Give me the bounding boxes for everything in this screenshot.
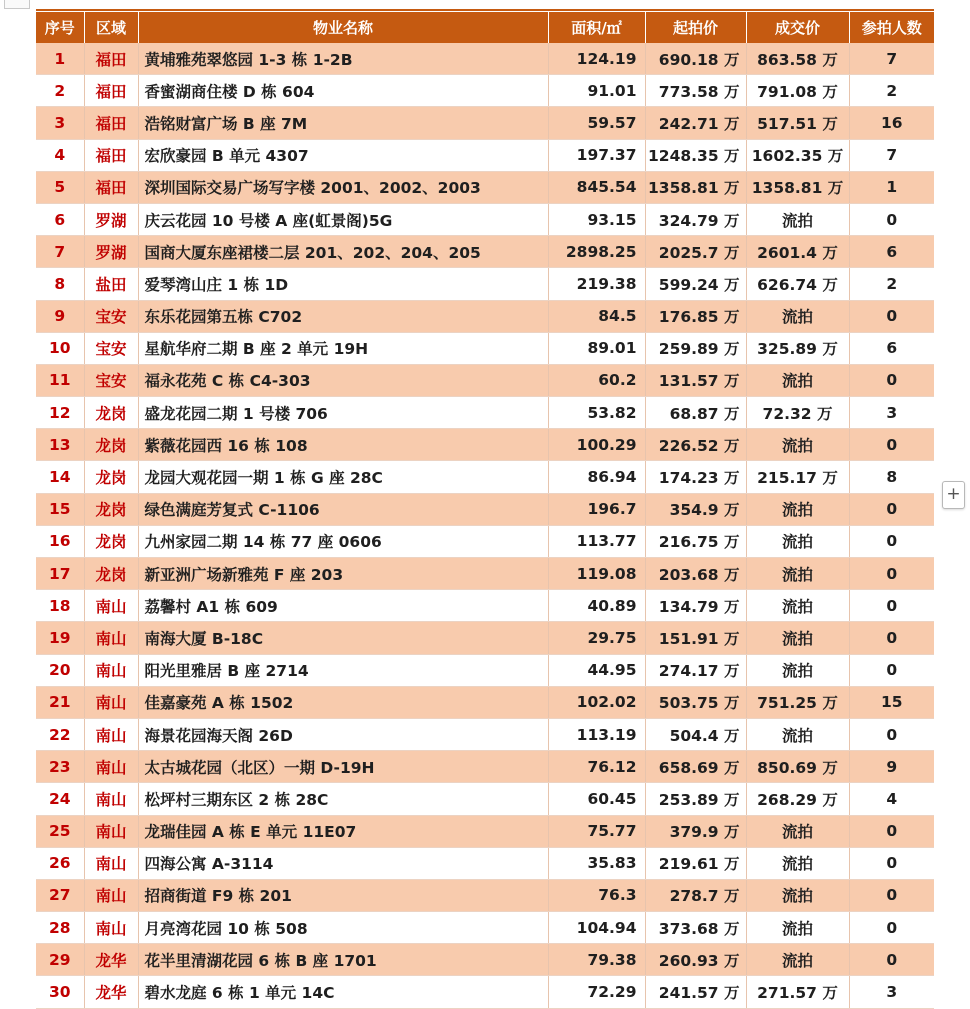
cell-property-name: 东乐花园第五栋 C702 <box>138 300 548 332</box>
cell-district: 宝安 <box>84 300 138 332</box>
cell-district: 南山 <box>84 815 138 847</box>
cell-property-name: 黄埔雅苑翠悠园 1-3 栋 1-2B <box>138 43 548 75</box>
cell-no: 17 <box>36 558 84 590</box>
cell-start-price: 599.24 万 <box>645 268 746 300</box>
cell-deal-price: 流拍 <box>746 622 849 654</box>
cell-district: 龙华 <box>84 976 138 1008</box>
cell-area: 84.5 <box>548 300 645 332</box>
cell-no: 19 <box>36 622 84 654</box>
cell-no: 24 <box>36 783 84 815</box>
cell-no: 20 <box>36 654 84 686</box>
cell-no: 3 <box>36 107 84 139</box>
table-row <box>36 654 934 686</box>
cell-deal-price: 流拍 <box>746 203 849 235</box>
header-district: 区域 <box>84 12 138 43</box>
cell-no: 26 <box>36 847 84 879</box>
cell-deal-price: 2601.4 万 <box>746 236 849 268</box>
cell-area: 60.2 <box>548 364 645 396</box>
table-row <box>36 300 934 332</box>
cell-property-name: 新亚洲广场新雅苑 F 座 203 <box>138 558 548 590</box>
auction-table <box>36 12 934 1009</box>
add-button[interactable]: + <box>942 481 965 509</box>
cell-deal-price: 751.25 万 <box>746 686 849 718</box>
cell-district: 福田 <box>84 171 138 203</box>
cell-area: 104.94 <box>548 912 645 944</box>
cell-property-name: 松坪村三期东区 2 栋 28C <box>138 783 548 815</box>
cell-no: 18 <box>36 590 84 622</box>
cell-district: 龙岗 <box>84 493 138 525</box>
cell-area: 86.94 <box>548 461 645 493</box>
cell-area: 845.54 <box>548 171 645 203</box>
cell-bidders: 0 <box>849 493 934 525</box>
cell-start-price: 174.23 万 <box>645 461 746 493</box>
cell-deal-price: 215.17 万 <box>746 461 849 493</box>
cell-start-price: 176.85 万 <box>645 300 746 332</box>
cell-start-price: 690.18 万 <box>645 43 746 75</box>
table-row <box>36 847 934 879</box>
cell-property-name: 月亮湾花园 10 栋 508 <box>138 912 548 944</box>
cell-deal-price: 流拍 <box>746 364 849 396</box>
cell-property-name: 碧水龙庭 6 栋 1 单元 14C <box>138 976 548 1008</box>
corner-box <box>4 0 30 9</box>
cell-start-price: 324.79 万 <box>645 203 746 235</box>
table-row <box>36 944 934 976</box>
cell-area: 60.45 <box>548 783 645 815</box>
top-rule <box>36 9 934 11</box>
cell-area: 75.77 <box>548 815 645 847</box>
cell-deal-price: 流拍 <box>746 944 849 976</box>
header-area: 面积/㎡ <box>548 12 645 43</box>
cell-bidders: 0 <box>849 815 934 847</box>
cell-property-name: 浩铭财富广场 B 座 7M <box>138 107 548 139</box>
cell-bidders: 0 <box>849 879 934 911</box>
cell-deal-price: 72.32 万 <box>746 397 849 429</box>
table-row <box>36 976 934 1008</box>
cell-deal-price: 325.89 万 <box>746 332 849 364</box>
cell-area: 35.83 <box>548 847 645 879</box>
cell-property-name: 花半里清湖花园 6 栋 B 座 1701 <box>138 944 548 976</box>
cell-start-price: 219.61 万 <box>645 847 746 879</box>
cell-no: 12 <box>36 397 84 429</box>
cell-district: 南山 <box>84 622 138 654</box>
table-row <box>36 590 934 622</box>
cell-no: 10 <box>36 332 84 364</box>
cell-no: 28 <box>36 912 84 944</box>
cell-no: 9 <box>36 300 84 332</box>
cell-property-name: 香蜜湖商住楼 D 栋 604 <box>138 75 548 107</box>
cell-start-price: 373.68 万 <box>645 912 746 944</box>
cell-no: 27 <box>36 879 84 911</box>
cell-deal-price: 流拍 <box>746 847 849 879</box>
cell-start-price: 134.79 万 <box>645 590 746 622</box>
cell-deal-price: 流拍 <box>746 590 849 622</box>
cell-start-price: 131.57 万 <box>645 364 746 396</box>
cell-bidders: 8 <box>849 461 934 493</box>
header-row <box>36 12 934 43</box>
cell-property-name: 四海公寓 A-3114 <box>138 847 548 879</box>
cell-property-name: 招商街道 F9 栋 201 <box>138 879 548 911</box>
cell-bidders: 2 <box>849 268 934 300</box>
cell-bidders: 15 <box>849 686 934 718</box>
cell-bidders: 0 <box>849 300 934 332</box>
table-row <box>36 364 934 396</box>
header-bidders: 参拍人数 <box>849 12 934 43</box>
cell-area: 40.89 <box>548 590 645 622</box>
cell-no: 1 <box>36 43 84 75</box>
cell-district: 福田 <box>84 43 138 75</box>
table-row <box>36 493 934 525</box>
table-row <box>36 203 934 235</box>
cell-bidders: 9 <box>849 751 934 783</box>
table-row <box>36 751 934 783</box>
cell-no: 5 <box>36 171 84 203</box>
cell-district: 南山 <box>84 718 138 750</box>
cell-bidders: 0 <box>849 429 934 461</box>
cell-bidders: 0 <box>849 654 934 686</box>
cell-deal-price: 流拍 <box>746 525 849 557</box>
cell-start-price: 503.75 万 <box>645 686 746 718</box>
table-row <box>36 686 934 718</box>
cell-property-name: 阳光里雅居 B 座 2714 <box>138 654 548 686</box>
cell-bidders: 0 <box>849 364 934 396</box>
header-name: 物业名称 <box>138 12 548 43</box>
cell-property-name: 绿色满庭芳复式 C-1106 <box>138 493 548 525</box>
cell-district: 南山 <box>84 783 138 815</box>
table-row <box>36 332 934 364</box>
cell-start-price: 504.4 万 <box>645 718 746 750</box>
header-deal-price: 成交价 <box>746 12 849 43</box>
cell-start-price: 241.57 万 <box>645 976 746 1008</box>
cell-property-name: 佳嘉豪苑 A 栋 1502 <box>138 686 548 718</box>
table-row <box>36 268 934 300</box>
table-row <box>36 397 934 429</box>
cell-start-price: 658.69 万 <box>645 751 746 783</box>
cell-start-price: 151.91 万 <box>645 622 746 654</box>
cell-bidders: 2 <box>849 75 934 107</box>
cell-no: 21 <box>36 686 84 718</box>
cell-area: 2898.25 <box>548 236 645 268</box>
cell-deal-price: 流拍 <box>746 654 849 686</box>
cell-deal-price: 863.58 万 <box>746 43 849 75</box>
cell-district: 罗湖 <box>84 236 138 268</box>
header-no: 序号 <box>36 12 84 43</box>
cell-deal-price: 流拍 <box>746 429 849 461</box>
cell-area: 89.01 <box>548 332 645 364</box>
cell-deal-price: 626.74 万 <box>746 268 849 300</box>
cell-deal-price: 流拍 <box>746 300 849 332</box>
cell-no: 8 <box>36 268 84 300</box>
cell-area: 29.75 <box>548 622 645 654</box>
cell-start-price: 1248.35 万 <box>645 139 746 171</box>
cell-bidders: 0 <box>849 525 934 557</box>
cell-bidders: 0 <box>849 558 934 590</box>
cell-district: 宝安 <box>84 332 138 364</box>
table-row <box>36 75 934 107</box>
cell-deal-price: 流拍 <box>746 815 849 847</box>
cell-property-name: 福永花苑 C 栋 C4-303 <box>138 364 548 396</box>
cell-no: 2 <box>36 75 84 107</box>
cell-district: 福田 <box>84 139 138 171</box>
cell-property-name: 盛龙花园二期 1 号楼 706 <box>138 397 548 429</box>
cell-no: 13 <box>36 429 84 461</box>
cell-property-name: 九州家园二期 14 栋 77 座 0606 <box>138 525 548 557</box>
table-row <box>36 429 934 461</box>
cell-bidders: 0 <box>849 944 934 976</box>
cell-district: 龙岗 <box>84 558 138 590</box>
table-row <box>36 107 934 139</box>
cell-area: 44.95 <box>548 654 645 686</box>
cell-bidders: 7 <box>849 139 934 171</box>
cell-no: 29 <box>36 944 84 976</box>
cell-area: 100.29 <box>548 429 645 461</box>
cell-district: 盐田 <box>84 268 138 300</box>
cell-area: 93.15 <box>548 203 645 235</box>
cell-deal-price: 791.08 万 <box>746 75 849 107</box>
cell-bidders: 0 <box>849 718 934 750</box>
cell-district: 南山 <box>84 654 138 686</box>
table-row <box>36 783 934 815</box>
cell-property-name: 宏欣豪园 B 单元 4307 <box>138 139 548 171</box>
cell-bidders: 3 <box>849 397 934 429</box>
cell-area: 196.7 <box>548 493 645 525</box>
cell-area: 91.01 <box>548 75 645 107</box>
cell-start-price: 278.7 万 <box>645 879 746 911</box>
cell-start-price: 253.89 万 <box>645 783 746 815</box>
cell-bidders: 0 <box>849 847 934 879</box>
table-row <box>36 718 934 750</box>
cell-start-price: 259.89 万 <box>645 332 746 364</box>
cell-property-name: 荔馨村 A1 栋 609 <box>138 590 548 622</box>
cell-district: 南山 <box>84 686 138 718</box>
cell-bidders: 0 <box>849 590 934 622</box>
cell-area: 102.02 <box>548 686 645 718</box>
cell-property-name: 深圳国际交易广场写字楼 2001、2002、2003 <box>138 171 548 203</box>
cell-no: 7 <box>36 236 84 268</box>
cell-deal-price: 流拍 <box>746 879 849 911</box>
cell-no: 6 <box>36 203 84 235</box>
cell-start-price: 68.87 万 <box>645 397 746 429</box>
cell-no: 30 <box>36 976 84 1008</box>
cell-bidders: 0 <box>849 203 934 235</box>
cell-start-price: 226.52 万 <box>645 429 746 461</box>
table-row <box>36 171 934 203</box>
table-row <box>36 139 934 171</box>
cell-start-price: 216.75 万 <box>645 525 746 557</box>
cell-district: 福田 <box>84 107 138 139</box>
table-row <box>36 236 934 268</box>
cell-district: 南山 <box>84 879 138 911</box>
cell-bidders: 4 <box>849 783 934 815</box>
cell-start-price: 203.68 万 <box>645 558 746 590</box>
cell-district: 南山 <box>84 847 138 879</box>
cell-deal-price: 268.29 万 <box>746 783 849 815</box>
cell-bidders: 6 <box>849 332 934 364</box>
cell-deal-price: 1358.81 万 <box>746 171 849 203</box>
table-row <box>36 815 934 847</box>
table-row <box>36 879 934 911</box>
cell-property-name: 龙瑞佳园 A 栋 E 单元 11E07 <box>138 815 548 847</box>
cell-deal-price: 流拍 <box>746 912 849 944</box>
cell-district: 福田 <box>84 75 138 107</box>
header-start-price: 起拍价 <box>645 12 746 43</box>
cell-area: 124.19 <box>548 43 645 75</box>
cell-no: 25 <box>36 815 84 847</box>
cell-bidders: 0 <box>849 622 934 654</box>
cell-district: 宝安 <box>84 364 138 396</box>
cell-area: 76.3 <box>548 879 645 911</box>
cell-area: 119.08 <box>548 558 645 590</box>
table-body <box>36 43 934 1008</box>
cell-start-price: 1358.81 万 <box>645 171 746 203</box>
cell-bidders: 6 <box>849 236 934 268</box>
cell-no: 4 <box>36 139 84 171</box>
cell-start-price: 242.71 万 <box>645 107 746 139</box>
cell-deal-price: 517.51 万 <box>746 107 849 139</box>
cell-district: 龙华 <box>84 944 138 976</box>
cell-start-price: 379.9 万 <box>645 815 746 847</box>
cell-no: 23 <box>36 751 84 783</box>
cell-bidders: 7 <box>849 43 934 75</box>
cell-area: 76.12 <box>548 751 645 783</box>
cell-bidders: 16 <box>849 107 934 139</box>
cell-deal-price: 1602.35 万 <box>746 139 849 171</box>
cell-no: 15 <box>36 493 84 525</box>
cell-property-name: 国商大厦东座裙楼二层 201、202、204、205 <box>138 236 548 268</box>
table-row <box>36 558 934 590</box>
cell-deal-price: 流拍 <box>746 718 849 750</box>
table-row <box>36 622 934 654</box>
cell-property-name: 爱琴湾山庄 1 栋 1D <box>138 268 548 300</box>
cell-district: 罗湖 <box>84 203 138 235</box>
cell-area: 219.38 <box>548 268 645 300</box>
cell-district: 南山 <box>84 912 138 944</box>
table-row <box>36 43 934 75</box>
table-row <box>36 461 934 493</box>
cell-district: 南山 <box>84 590 138 622</box>
cell-area: 72.29 <box>548 976 645 1008</box>
cell-deal-price: 271.57 万 <box>746 976 849 1008</box>
cell-no: 14 <box>36 461 84 493</box>
cell-deal-price: 流拍 <box>746 558 849 590</box>
cell-bidders: 1 <box>849 171 934 203</box>
cell-district: 南山 <box>84 751 138 783</box>
cell-district: 龙岗 <box>84 461 138 493</box>
cell-property-name: 龙园大观花园一期 1 栋 G 座 28C <box>138 461 548 493</box>
cell-property-name: 庆云花园 10 号楼 A 座(虹景阁)5G <box>138 203 548 235</box>
cell-district: 龙岗 <box>84 525 138 557</box>
cell-no: 11 <box>36 364 84 396</box>
table-row <box>36 912 934 944</box>
cell-area: 113.77 <box>548 525 645 557</box>
cell-district: 龙岗 <box>84 397 138 429</box>
cell-start-price: 354.9 万 <box>645 493 746 525</box>
cell-start-price: 260.93 万 <box>645 944 746 976</box>
cell-property-name: 星航华府二期 B 座 2 单元 19H <box>138 332 548 364</box>
cell-start-price: 2025.7 万 <box>645 236 746 268</box>
cell-area: 53.82 <box>548 397 645 429</box>
cell-no: 22 <box>36 718 84 750</box>
table-row <box>36 525 934 557</box>
cell-property-name: 海景花园海天阁 26D <box>138 718 548 750</box>
cell-start-price: 274.17 万 <box>645 654 746 686</box>
cell-property-name: 紫薇花园西 16 栋 108 <box>138 429 548 461</box>
cell-bidders: 0 <box>849 912 934 944</box>
cell-property-name: 南海大厦 B-18C <box>138 622 548 654</box>
cell-property-name: 太古城花园（北区）一期 D-19H <box>138 751 548 783</box>
cell-area: 113.19 <box>548 718 645 750</box>
cell-deal-price: 流拍 <box>746 493 849 525</box>
cell-deal-price: 850.69 万 <box>746 751 849 783</box>
cell-start-price: 773.58 万 <box>645 75 746 107</box>
cell-district: 龙岗 <box>84 429 138 461</box>
cell-area: 197.37 <box>548 139 645 171</box>
cell-area: 79.38 <box>548 944 645 976</box>
cell-no: 16 <box>36 525 84 557</box>
cell-area: 59.57 <box>548 107 645 139</box>
cell-bidders: 3 <box>849 976 934 1008</box>
